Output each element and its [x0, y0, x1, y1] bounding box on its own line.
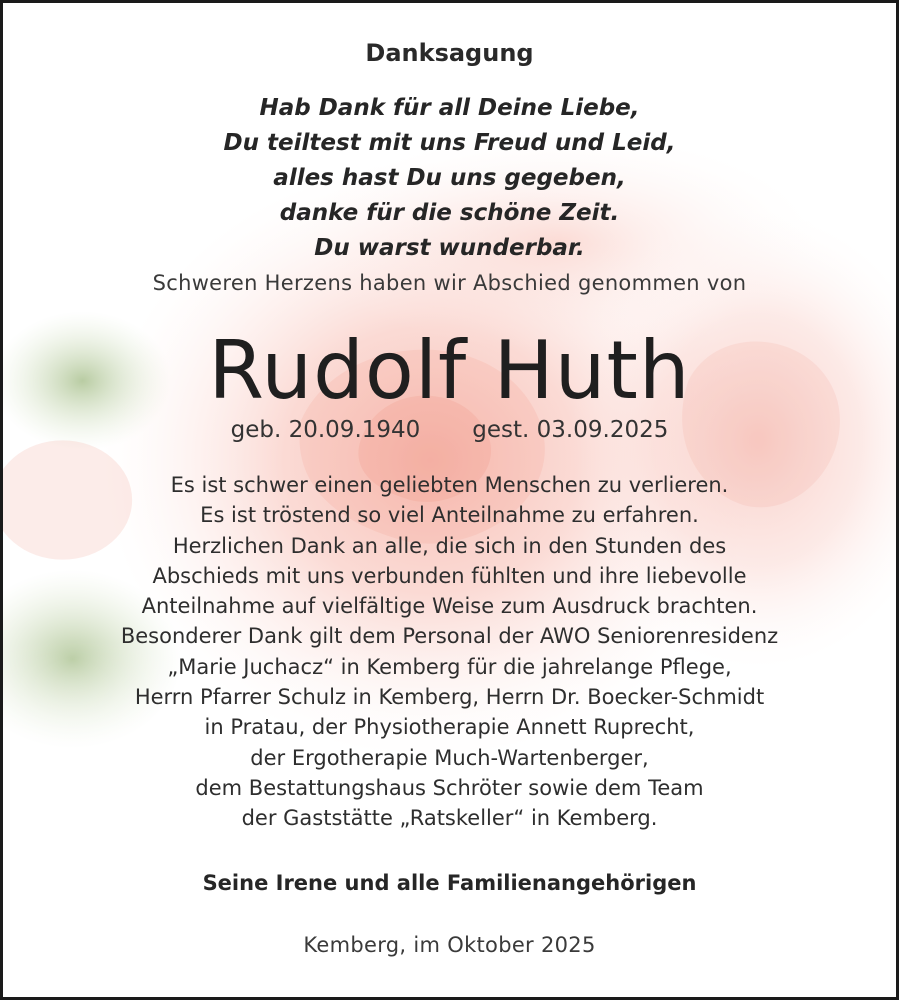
place-and-date: Kemberg, im Oktober 2025 [303, 933, 596, 957]
intro-text: Schweren Herzens haben wir Abschied genommen von [152, 271, 747, 295]
thanks-line: Es ist schwer einen geliebten Menschen zu verlieren. [170, 473, 729, 497]
poem-line: alles hast Du uns gegeben, [273, 165, 626, 191]
poem-line: Du warst wunderbar. [314, 235, 585, 261]
poem-line: danke für die schöne Zeit. [279, 200, 620, 226]
poem [3, 91, 896, 266]
thanks-line: Es ist tröstend so viel Anteilnahme zu erfahren. [200, 503, 699, 528]
poem-line: Hab Dank für all Deine Liebe, [259, 95, 640, 121]
thanks-line: Besonderer Dank gilt dem Personal der AWO Seniorenresidenz [120, 624, 779, 649]
thanks-line: Herzlichen Dank an alle, die sich in den Stunden des [172, 533, 727, 558]
thanks-line: dem Bestattungshaus Schröter sowie dem Team [195, 775, 704, 800]
thanks-line: „Marie Juchacz“ in Kemberg für die jahrelange Pflege, [167, 654, 732, 679]
thanks-text [3, 470, 896, 834]
signature: Seine Irene und alle Familienangehörigen [202, 871, 697, 895]
poem-line: Du teiltest mit uns Freud und Leid, [223, 130, 676, 156]
birth-date: geb. 20.09.1940 [230, 417, 421, 443]
thanks-line: Anteilnahme auf vielfältige Weise zum Ausdruck brachten. [141, 594, 758, 619]
thanks-line: Herrn Pfarrer Schulz in Kemberg, Herrn Dr. Boecker-Schmidt [134, 685, 765, 710]
thanks-line: der Ergotherapie Much-Wartenberger, [250, 745, 649, 770]
deceased-name: Rudolf Huth [208, 324, 691, 417]
thanks-line: der Gaststätte „Ratskeller“ in Kemberg. [241, 806, 658, 831]
life-dates [3, 417, 896, 443]
thanks-line: in Pratau, der Physiotherapie Annett Ruprecht, [204, 715, 695, 740]
heading: Danksagung [365, 39, 534, 67]
thanks-line: Abschieds mit uns verbunden fühlten und ihre liebevolle [152, 563, 747, 588]
death-date: gest. 03.09.2025 [472, 417, 669, 443]
